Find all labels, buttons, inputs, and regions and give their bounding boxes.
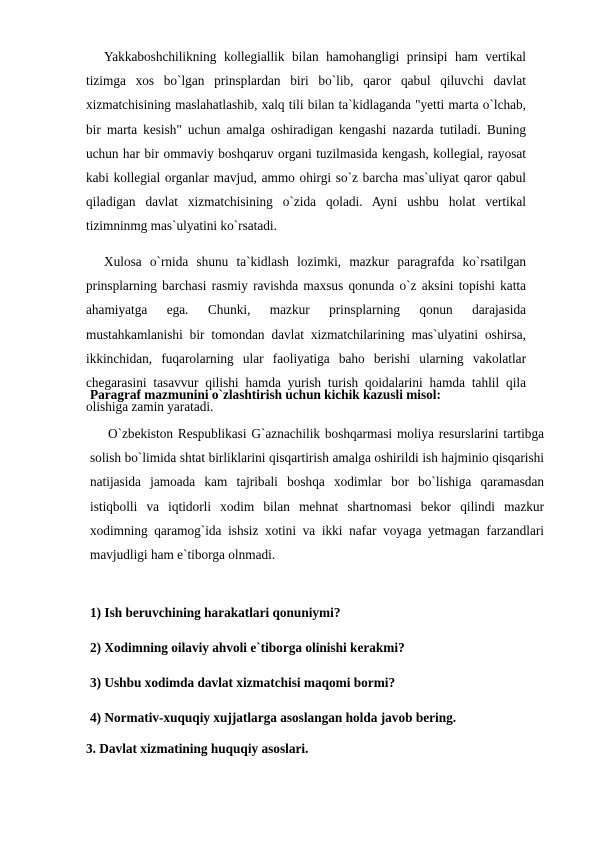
case-example-text: O`zbekiston Respublikasi G`aznachilik boshqarmasi moliya resurslarini tartibga solish bo`limida shtat birliklarini qisqartirish amalga oshirildi ish hajminio qisqarishi natijasida jamoada kam tajribali boshqa xodimlar bor bo`lishiga qaramasdan istiqbolli va iqtidorli xodim bilan mehnat shartnomasi bekor qilindi mazkur xodimning qaramog`ida ishsiz xotini va ikki nafar voyaga yetmagan farzandlari mavjudligi ham e`tiborga olnmadi. (90, 426, 544, 563)
question-1: 1) Ish beruvchining harakatlari qonuniymi? (90, 605, 341, 620)
question-2: 2) Xodimning oilaviy ahvoli e`tiborga olinishi kerakmi? (90, 640, 405, 655)
question-4: 4) Normativ-xuquqiy xujjatlarga asoslangan holda javob bering. (90, 710, 457, 725)
body-paragraph-1: Yakkaboshchilikning kollegiallik bilan hamohangligi prinsipi ham vertikal tizimga xos bo`lgan prinsplardan biri bo`lib, qaror qabul qiluvchi davlat xizmatchisining maslahatlashib, xalq tili bilan ta`kidlaganda "yetti marta o`lchab, bir marta kesish" uchun amalga oshiradigan kengashi nazarda tutiladi. Buning uchun har bir ommaviy boshqaruv organi tuzilmasida kengash, kollegial, rayosat kabi kollegial organlar mavjud, ammo ohirgi so`z barcha mas`uliyat qaror qabul qiladigan davlat xizmatchisining o`zida qoladi. Ayni ushbu holat vertikal tizimninmg mas`ulyatini ko`rsatadi. (86, 49, 526, 234)
example-heading: Paragraf mazmunini o`zlashtirish uchun kichik kazusli misol: (90, 387, 441, 402)
question-3: 3) Ushbu xodimda davlat xizmatchisi maqomi bormi? (90, 675, 396, 690)
section-heading: 3. Davlat xizmatining huquqiy asoslari. (86, 741, 309, 756)
body-paragraph-2: Xulosa o`rnida shunu ta`kidlash lozimki, mazkur paragrafda ko`rsatilgan prinsplarning barchasi rasmiy ravishda maxsus qonunda o`z aksini topishi katta ahamiyatga ega. Chunki, mazkur prinsplarning qonun darajasida mustahkamlanishi bir tomondan davlat xizmatchilarining mas`ulyatini oshirsa, ikkinchidan, fuqarolarning ular faoliyatiga baho berishi ularning vakolatlar chegarasini tasavvur qilishi hamda yurish turish qoidalarini hamda tahlil qila olishiga zamin yaratadi. (86, 254, 526, 415)
